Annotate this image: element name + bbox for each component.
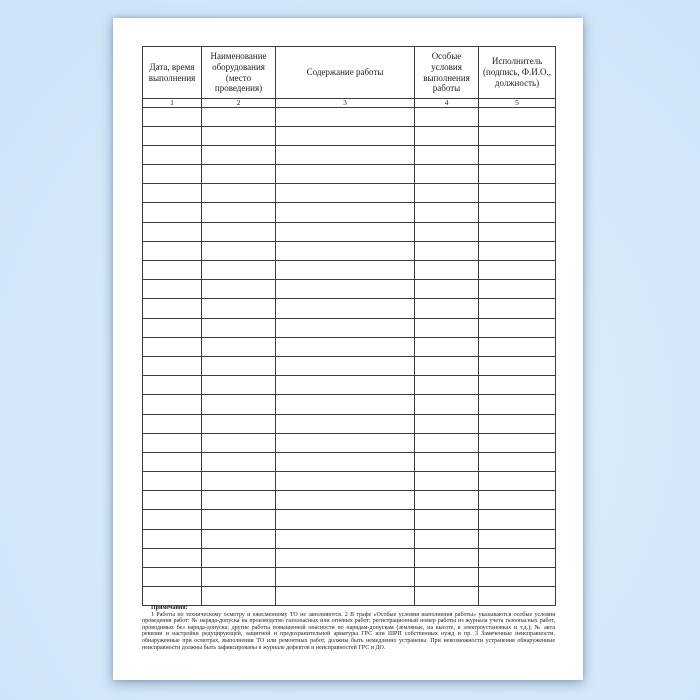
empty-cell [202, 261, 276, 280]
empty-cell [202, 529, 276, 548]
empty-cell [415, 587, 479, 606]
empty-cell [276, 145, 415, 164]
column-number-5: 5 [479, 99, 556, 108]
table-row [143, 414, 556, 433]
empty-cell [415, 376, 479, 395]
empty-cell [415, 280, 479, 299]
empty-cell [202, 491, 276, 510]
empty-cell [202, 568, 276, 587]
empty-cell [143, 548, 202, 567]
empty-cell [143, 318, 202, 337]
empty-cell [143, 222, 202, 241]
empty-cell [143, 510, 202, 529]
empty-cell [479, 145, 556, 164]
table-row [143, 145, 556, 164]
empty-cell [202, 356, 276, 375]
table-row [143, 318, 556, 337]
empty-cell [202, 337, 276, 356]
empty-cell [479, 548, 556, 567]
empty-cell [143, 241, 202, 260]
empty-cell [143, 568, 202, 587]
empty-cell [276, 107, 415, 126]
empty-cell [276, 356, 415, 375]
empty-cell [415, 337, 479, 356]
table-row [143, 491, 556, 510]
empty-cell [276, 587, 415, 606]
empty-cell [479, 299, 556, 318]
empty-cell [415, 165, 479, 184]
empty-cell [143, 395, 202, 414]
table-row [143, 433, 556, 452]
empty-cell [202, 184, 276, 203]
empty-cell [276, 376, 415, 395]
work-log-table [142, 46, 556, 606]
empty-cell [415, 145, 479, 164]
empty-cell [202, 433, 276, 452]
empty-cell [202, 510, 276, 529]
column-header-special-conditions: Особые условия выполнения работы [415, 47, 479, 99]
empty-cell [143, 491, 202, 510]
empty-cell [143, 184, 202, 203]
empty-cell [202, 414, 276, 433]
empty-cell [415, 318, 479, 337]
table-row [143, 548, 556, 567]
empty-cell [415, 568, 479, 587]
empty-cell [415, 184, 479, 203]
table-row [143, 261, 556, 280]
empty-cell [202, 280, 276, 299]
empty-cell [276, 222, 415, 241]
empty-cell [276, 126, 415, 145]
empty-rows [143, 107, 556, 606]
empty-cell [415, 414, 479, 433]
empty-cell [202, 452, 276, 471]
empty-cell [276, 337, 415, 356]
empty-cell [143, 261, 202, 280]
table-row [143, 299, 556, 318]
empty-cell [479, 261, 556, 280]
empty-cell [415, 548, 479, 567]
empty-cell [143, 145, 202, 164]
table-row [143, 222, 556, 241]
empty-cell [479, 568, 556, 587]
empty-cell [479, 280, 556, 299]
empty-cell [143, 433, 202, 452]
empty-cell [415, 529, 479, 548]
empty-cell [415, 395, 479, 414]
empty-cell [276, 510, 415, 529]
empty-cell [202, 299, 276, 318]
empty-cell [415, 107, 479, 126]
empty-cell [415, 299, 479, 318]
empty-cell [276, 203, 415, 222]
empty-cell [276, 568, 415, 587]
column-number-row [143, 99, 556, 108]
empty-cell [479, 452, 556, 471]
empty-cell [276, 165, 415, 184]
empty-cell [202, 241, 276, 260]
table-row [143, 510, 556, 529]
empty-cell [276, 241, 415, 260]
empty-cell [479, 222, 556, 241]
empty-cell [276, 395, 415, 414]
empty-cell [143, 280, 202, 299]
empty-cell [143, 529, 202, 548]
empty-cell [415, 491, 479, 510]
empty-cell [143, 587, 202, 606]
notes-heading: Примечания: [151, 605, 188, 611]
column-header-work-content: Содержание работы [276, 47, 415, 99]
empty-cell [276, 548, 415, 567]
column-header-datetime: Дата, время выполнения [143, 47, 202, 99]
empty-cell [202, 203, 276, 222]
empty-cell [202, 107, 276, 126]
column-number-1: 1 [143, 99, 202, 108]
empty-cell [202, 222, 276, 241]
empty-cell [415, 452, 479, 471]
empty-cell [276, 261, 415, 280]
column-number-3: 3 [276, 99, 415, 108]
empty-cell [143, 126, 202, 145]
empty-cell [479, 165, 556, 184]
empty-cell [202, 472, 276, 491]
empty-cell [479, 529, 556, 548]
empty-cell [143, 472, 202, 491]
column-header-equipment: Наименование оборудования (место проведения) [202, 47, 276, 99]
empty-cell [479, 414, 556, 433]
column-number-2: 2 [202, 99, 276, 108]
empty-cell [479, 472, 556, 491]
table-header-row [143, 47, 556, 99]
empty-cell [415, 261, 479, 280]
column-header-executor: Исполнитель (подпись, Ф.И.О., должность) [479, 47, 556, 99]
table-row [143, 107, 556, 126]
empty-cell [479, 107, 556, 126]
table-row [143, 126, 556, 145]
empty-cell [415, 241, 479, 260]
empty-cell [479, 587, 556, 606]
empty-cell [202, 395, 276, 414]
table-row [143, 241, 556, 260]
empty-cell [143, 203, 202, 222]
empty-cell [143, 107, 202, 126]
empty-cell [143, 376, 202, 395]
empty-cell [202, 548, 276, 567]
table-row [143, 587, 556, 606]
empty-cell [202, 587, 276, 606]
empty-cell [202, 165, 276, 184]
empty-cell [479, 491, 556, 510]
empty-cell [276, 529, 415, 548]
empty-cell [143, 452, 202, 471]
document-page [113, 18, 583, 680]
empty-cell [415, 433, 479, 452]
empty-cell [143, 414, 202, 433]
empty-cell [479, 356, 556, 375]
empty-cell [202, 126, 276, 145]
empty-cell [479, 433, 556, 452]
empty-cell [479, 510, 556, 529]
empty-cell [479, 318, 556, 337]
empty-cell [479, 184, 556, 203]
empty-cell [415, 356, 479, 375]
empty-cell [276, 280, 415, 299]
empty-cell [479, 241, 556, 260]
table-row [143, 395, 556, 414]
notes-section [142, 605, 555, 651]
table-row [143, 568, 556, 587]
table-row [143, 472, 556, 491]
empty-cell [415, 222, 479, 241]
empty-cell [276, 414, 415, 433]
empty-cell [202, 145, 276, 164]
table-row [143, 452, 556, 471]
column-number-4: 4 [415, 99, 479, 108]
empty-cell [276, 318, 415, 337]
empty-cell [276, 184, 415, 203]
empty-cell [479, 337, 556, 356]
table-row [143, 184, 556, 203]
table-row [143, 356, 556, 375]
empty-cell [143, 337, 202, 356]
empty-cell [479, 126, 556, 145]
empty-cell [143, 165, 202, 184]
empty-cell [479, 376, 556, 395]
empty-cell [479, 395, 556, 414]
empty-cell [415, 203, 479, 222]
empty-cell [415, 510, 479, 529]
notes-body: 1 Работы по техническому осмотру и ежесменному ТО не заполняются. 2 В графе «Особые условия выполнения работы» указываются особые условия проведения работ: № наряда-допуска на производство газоопасных или огневых работ; регистрационный номер работы из журнала учета газоопасных работ, проводимых без наряда-допуска; другие работы повышенной опасности по нарядам-допускам (земляные, на высоте, в электроустановках и т.д.); № акта ревизии и настройки редуцирующей, защитной и предохранительной арматуры ГРС или ШРП собственных нужд и пр. 3 Замеченные неисправности, обнаруженные при осмотрах, выполнении ТО или ремонтных работ, должны быть немедленно устранены. При невозможности устранения обнаруженные неисправности должны быть зафиксированы в журнале дефектов и неисправностей ГРС и ДО. [142, 611, 555, 651]
empty-cell [143, 299, 202, 318]
empty-cell [202, 318, 276, 337]
empty-cell [479, 203, 556, 222]
empty-cell [415, 472, 479, 491]
empty-cell [276, 472, 415, 491]
table-row [143, 376, 556, 395]
empty-cell [276, 452, 415, 471]
empty-cell [276, 433, 415, 452]
empty-cell [276, 491, 415, 510]
table-row [143, 203, 556, 222]
empty-cell [415, 126, 479, 145]
empty-cell [143, 356, 202, 375]
table-row [143, 165, 556, 184]
empty-cell [276, 299, 415, 318]
table-row [143, 280, 556, 299]
empty-cell [202, 376, 276, 395]
table-row [143, 529, 556, 548]
table-row [143, 337, 556, 356]
